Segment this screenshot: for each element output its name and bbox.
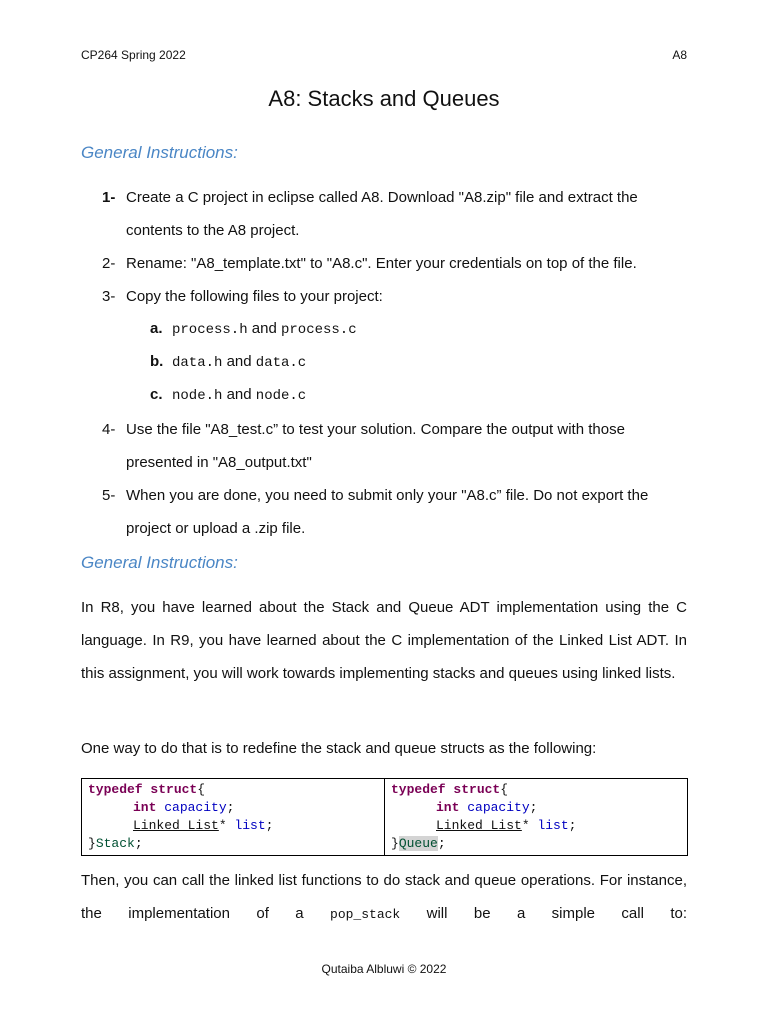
step-number: 1- bbox=[102, 189, 116, 206]
queue-type-name: Queue bbox=[398, 836, 438, 851]
step-number: 3- bbox=[102, 288, 116, 305]
file-item-text bbox=[172, 353, 306, 371]
file-list-item bbox=[0, 353, 768, 375]
stack-type-name: Stack bbox=[95, 836, 135, 851]
step-item bbox=[0, 247, 768, 280]
file-item-text bbox=[172, 386, 306, 404]
step-text: Rename: "A8_template.txt" to "A8.c". Enter your credentials on top of the file. bbox=[126, 255, 637, 272]
file-and: and bbox=[226, 386, 252, 403]
section-heading-general-instructions-2: General Instructions: bbox=[81, 553, 238, 572]
file-name: process.c bbox=[281, 322, 357, 338]
step-text: Copy the following files to your project: bbox=[126, 288, 383, 305]
file-and: and bbox=[226, 353, 252, 370]
file-and: and bbox=[251, 320, 277, 337]
step-item bbox=[0, 280, 768, 313]
footer-copyright: Qutaiba Albluwi © 2022 bbox=[321, 962, 447, 976]
file-item-letter: b. bbox=[150, 353, 164, 370]
file-item-letter: c. bbox=[150, 386, 163, 403]
file-list-item bbox=[0, 320, 768, 342]
page-title: A8: Stacks and Queues bbox=[268, 86, 500, 111]
section-heading-general-instructions: General Instructions: bbox=[81, 143, 238, 162]
step-item bbox=[0, 413, 768, 479]
header-assignment: A8 bbox=[672, 48, 687, 62]
stack-struct-code: typedef struct{ int capacity; Linked_List* list; }Stack; bbox=[82, 779, 385, 856]
step-text: Use the file "A8_test.c” to test your solution. Compare the output with those presented in "A8_output.txt" bbox=[126, 421, 625, 471]
pop-stack-paragraph: Then, you can call the linked list functions to do stack and queue operations. For instance, the implementation of a pop_stack will be a simple call to: bbox=[81, 872, 687, 922]
step-number: 5- bbox=[102, 487, 116, 504]
struct-intro-paragraph: One way to do that is to redefine the stack and queue structs as the following: bbox=[81, 740, 597, 757]
file-list-item bbox=[0, 386, 768, 408]
intro-paragraph: In R8, you have learned about the Stack and Queue ADT implementation using the C language. In R9, you have learned about the C implementation of the Linked List ADT. In this assignment, you will work towards implementing stacks and queues using linked lists. bbox=[81, 599, 687, 682]
step-text: When you are done, you need to submit only your "A8.c” file. Do not export the project or upload a .zip file. bbox=[126, 487, 649, 537]
step-number: 2- bbox=[102, 255, 116, 272]
file-name: node.h bbox=[172, 388, 223, 404]
file-name: data.c bbox=[255, 355, 307, 371]
file-item-text bbox=[172, 320, 357, 338]
step-text: Create a C project in eclipse called A8. Download "A8.zip" file and extract the contents to the A8 project. bbox=[126, 189, 638, 239]
file-name: data.h bbox=[172, 355, 223, 371]
pop-stack-code: pop_stack bbox=[330, 907, 401, 922]
step-number: 4- bbox=[102, 421, 116, 438]
header-course: CP264 Spring 2022 bbox=[81, 48, 186, 62]
file-name: node.c bbox=[255, 388, 307, 404]
file-item-letter: a. bbox=[150, 320, 163, 337]
struct-code-table bbox=[81, 778, 688, 856]
step-item bbox=[0, 479, 768, 545]
file-name: process.h bbox=[172, 322, 248, 338]
queue-struct-code: typedef struct{ int capacity; Linked_List* list; }Queue; bbox=[385, 779, 688, 856]
step-item bbox=[0, 181, 768, 247]
